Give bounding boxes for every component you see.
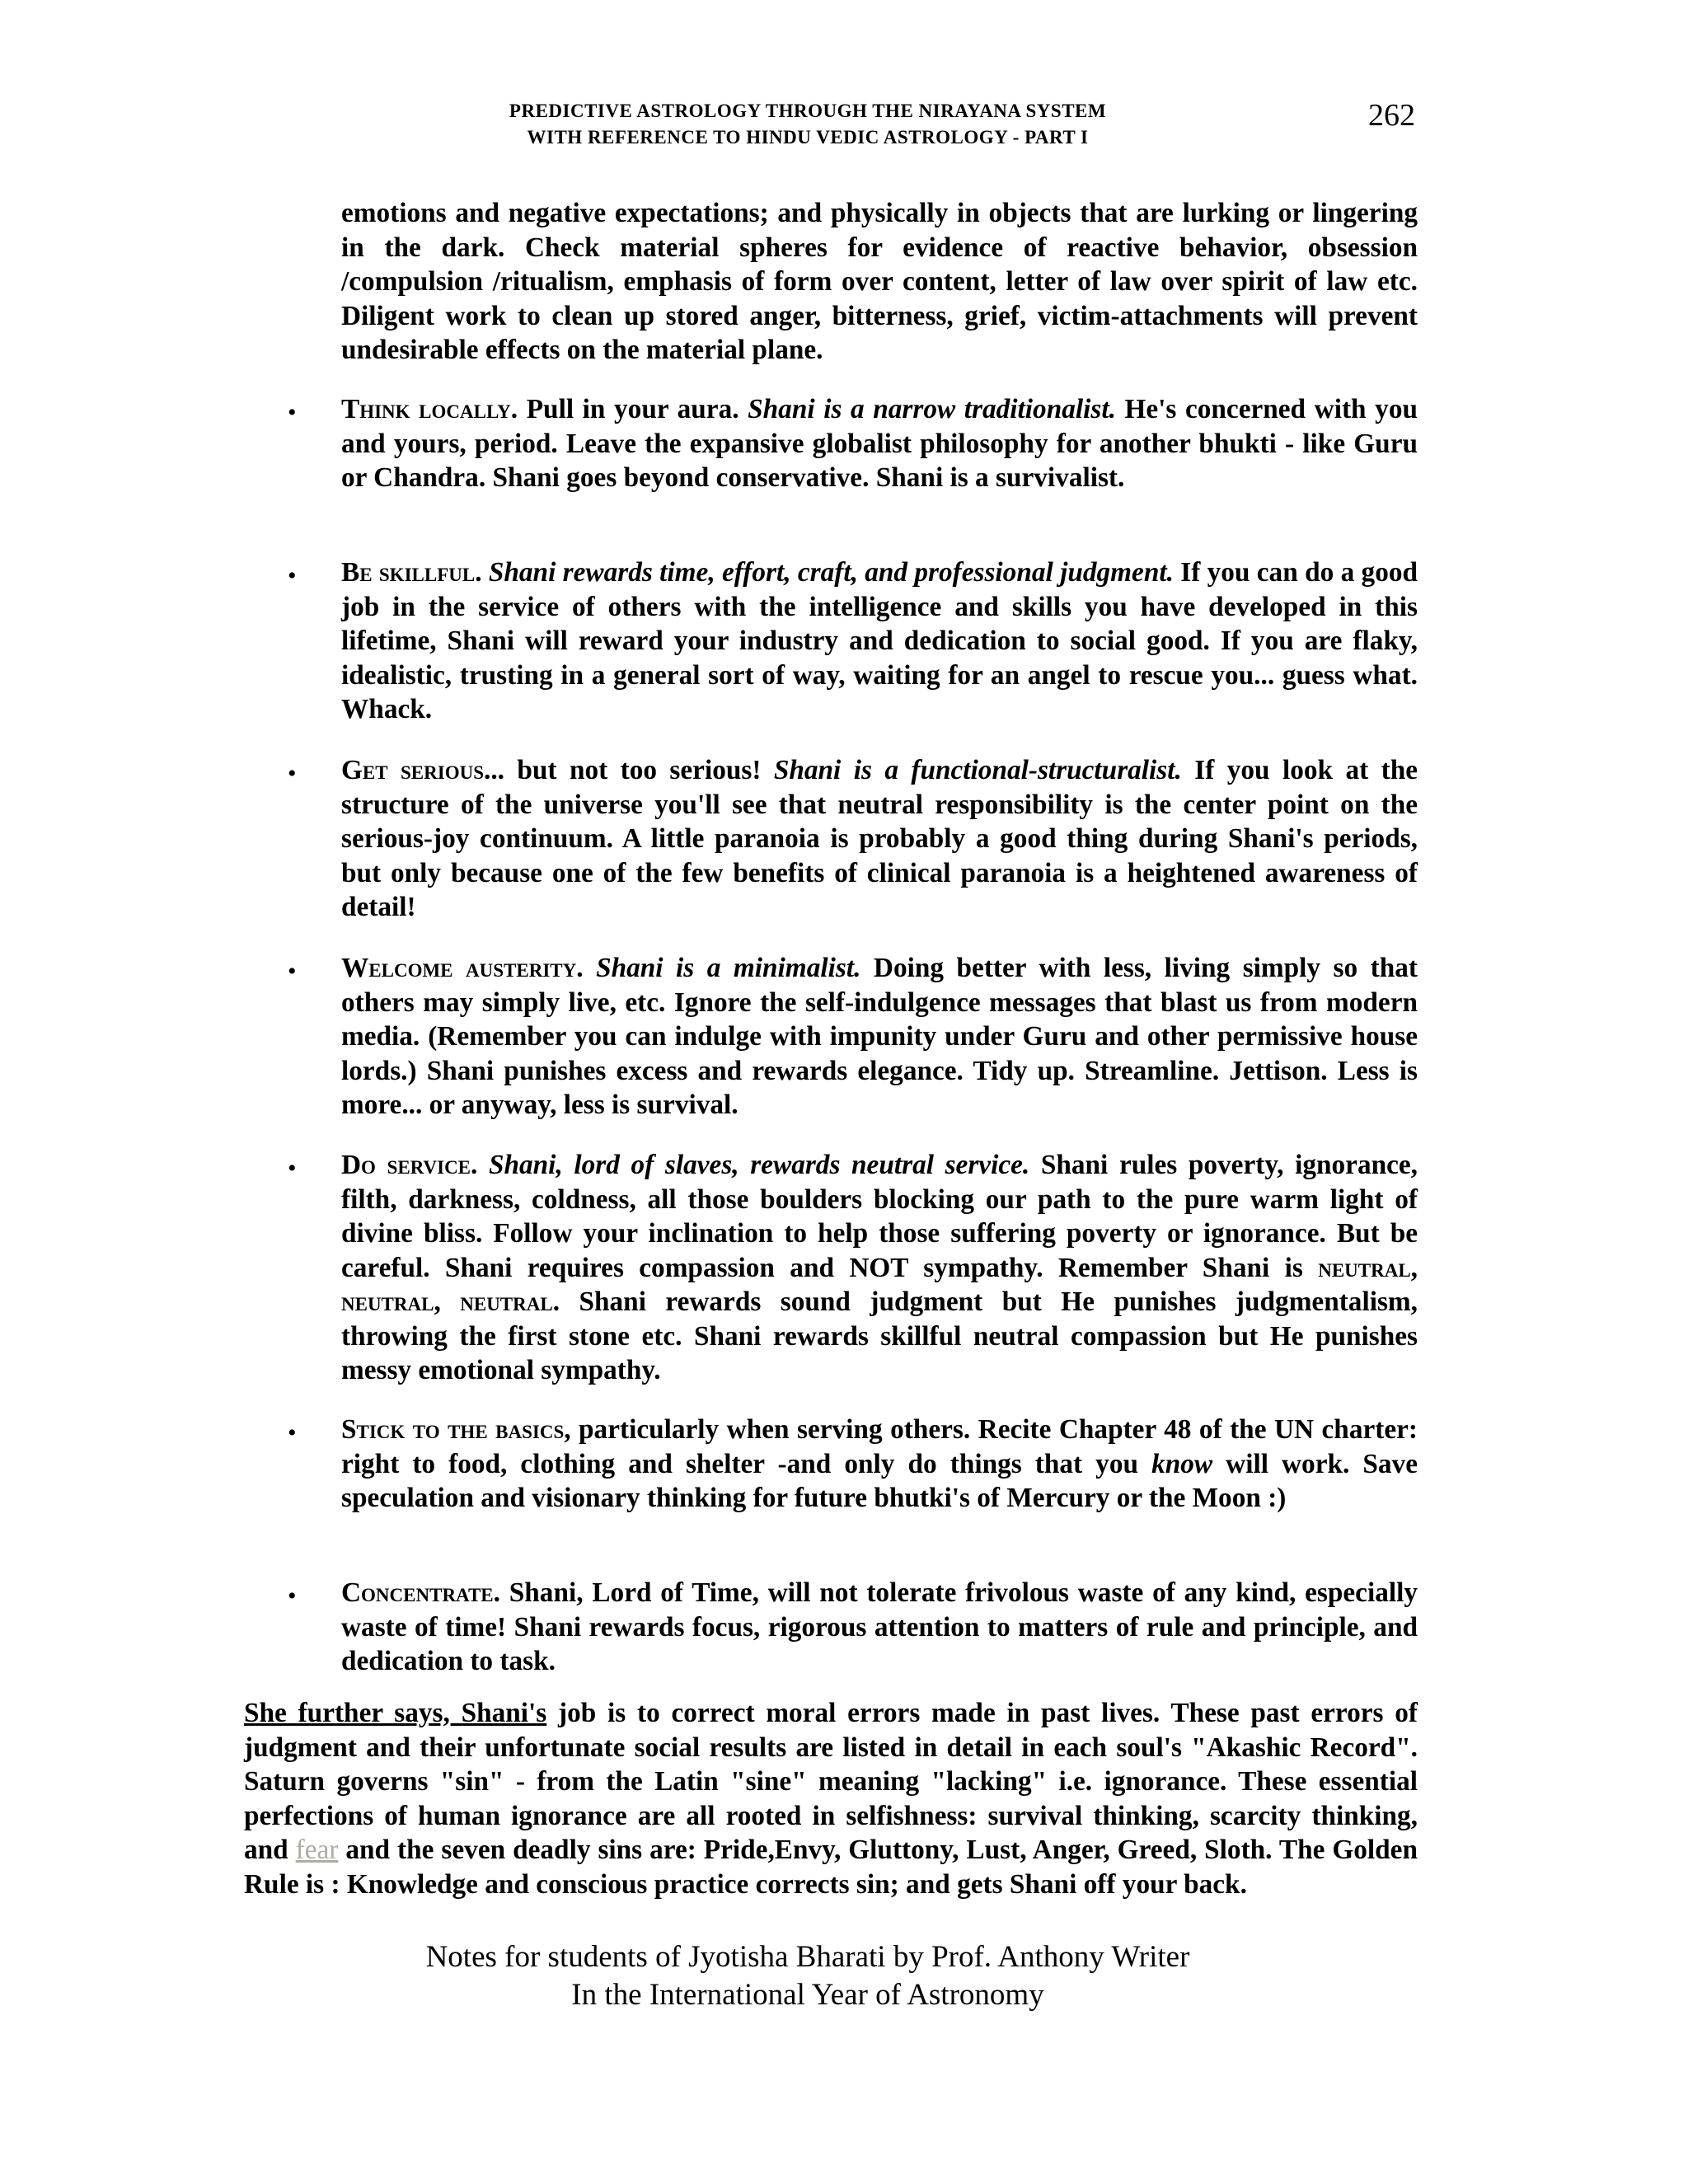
bullet-text: Shani rules poverty, ignorance, filth, darkness, coldness, all those boulders blocking our path to the pure warm light of divine bliss. Follow your inclination to help those suffering poverty or ignorance. But be careful. Shani requires compassion and NOT sympathy. Remember Shani is <box>341 1150 1418 1283</box>
bullet-italic: Shani rewards time, effort, craft, and professional judgment. <box>488 557 1174 588</box>
bullet-italic: Shani is a minimalist. <box>596 953 861 983</box>
bullet-lead: Shani, Lord of Time, will not tolerate frivolous waste of any kind, especially waste of time! Shani rewards focus, rigorous attention to matters of rule and principle, and dedication to task. <box>341 1577 1418 1676</box>
footer-line-2: In the International Year of Astronomy <box>571 1978 1044 2012</box>
bullet-lead <box>584 953 597 983</box>
bullet-marker: • <box>288 1582 297 1610</box>
bullet-lead: , particularly when serving others. Recite Chapter 48 of the UN charter: right to food, clothing and shelter -and only do things that you <box>341 1414 1418 1479</box>
bullet-item-concentrate <box>341 1576 1418 1679</box>
bullet-text: Doing better with less, living simply so that others may simply live, etc. Ignore the self-indulgence messages that blast us from modern media. (Remember you can indulge with impunity under Guru and other permissive house lords.) Shani punishes excess and rewards elegance. Tidy up. Streamline. Jettison. Less is more... or anyway, less is survival. <box>341 953 1418 1120</box>
bullet-italic: Shani, lord of slaves, rewards neutral service. <box>488 1150 1030 1180</box>
bullet-text: If you look at the structure of the universe you'll see that neutral responsibility is the center point on the serious-joy continuum. A little paranoia is probably a good thing during Shani's periods, but only because one of the few benefits of clinical paranoia is a heightened awareness of detail! <box>341 755 1418 922</box>
closing-text-2: and the seven deadly sins are: Pride,Envy, Gluttony, Lust, Anger, Greed, Sloth. The Golden Rule is : Knowledge and conscious practice corrects sin; and gets Shani off your back. <box>244 1835 1418 1900</box>
bullet-item-be-skillful <box>341 555 1418 727</box>
bullet-text: If you can do a good job in the service of others with the intelligence and skills you have developed in this lifetime, Shani will reward your industry and dedication to social good. If you are flaky, idealistic, trusting in a general sort of way, waiting for an angel to rescue you... guess what. Whack. <box>341 557 1418 724</box>
bullet-marker: • <box>288 399 297 426</box>
bullet-text-2: Shani rewards sound judgment but He punishes judgmentalism, throwing the first stone etc. Shani rewards skillful neutral compassion but He punishes messy emotional sympathy. <box>341 1286 1418 1385</box>
bullet-italic: Shani is a narrow traditionalist. <box>748 394 1116 424</box>
bullet-lead <box>482 557 489 588</box>
bullet-heading: Concentrate. <box>341 1577 500 1608</box>
bullet-italic: know <box>1151 1448 1213 1479</box>
bullet-neutral: neutral, neutral, neutral. <box>341 1252 1418 1317</box>
page-number: 262 <box>1368 98 1415 133</box>
bullet-italic: Shani is a functional-structuralist. <box>773 755 1182 785</box>
bullet-heading: Get serious <box>341 755 484 785</box>
bullet-item-welcome-austerity <box>341 951 1418 1122</box>
bullet-heading: Stick to the basics <box>341 1414 565 1445</box>
bullet-heading: Be skillful. <box>341 557 482 588</box>
bullet-marker: • <box>288 1155 297 1182</box>
bullet-heading: Think locally. <box>341 394 518 424</box>
closing-underlined: She further says, Shani's <box>244 1698 547 1728</box>
running-header-line-1: PREDICTIVE ASTROLOGY THROUGH THE NIRAYANA SYSTEM <box>509 101 1107 121</box>
intro-paragraph: emotions and negative expectations; and physically in objects that are lurking or lingering in the dark. Check material spheres for evidence of reactive behavior, obsession /compulsion /ritualism, emphasis of form over content, letter of law over spirit of law etc. Diligent work to clean up stored anger, bitterness, grief, victim-attachments will prevent undesirable effects on the material plane. <box>341 198 1418 365</box>
bullet-marker: • <box>288 958 297 985</box>
bullet-lead: Pull in your aura. <box>518 394 748 424</box>
bullet-item-think-locally <box>341 392 1418 495</box>
bullet-heading: Do service. <box>341 1150 478 1180</box>
fear-link[interactable]: fear <box>295 1835 339 1865</box>
bullet-marker: • <box>288 1419 297 1446</box>
bullet-item-get-serious <box>341 753 1418 925</box>
closing-paragraph <box>244 1696 1418 1901</box>
footer-line-1: Notes for students of Jyotisha Bharati by Prof. Anthony Writer <box>425 1940 1190 1974</box>
bullet-marker: • <box>288 760 297 787</box>
bullet-text: will work. Save speculation and visionary thinking for future bhutki's of Mercury or the Moon :) <box>341 1448 1418 1513</box>
bullet-item-stick-to-basics <box>341 1413 1418 1516</box>
bullet-lead: ... but not too serious! <box>484 755 774 785</box>
bullet-marker: • <box>288 562 297 589</box>
closing-text-1: job is to correct moral errors made in past lives. These past errors of judgment and their unfortunate social results are listed in detail in each soul's "Akashic Record". Saturn governs "sin" - from the Latin "sine" meaning "lacking" i.e. ignorance. These essential perfections of human ignorance are all rooted in selfishness: survival thinking, scarcity thinking, and <box>244 1698 1418 1865</box>
bullet-heading: Welcome austerity. <box>341 953 584 983</box>
bullet-lead <box>477 1150 489 1180</box>
running-header-line-2: WITH REFERENCE TO HINDU VEDIC ASTROLOGY - PART I <box>527 127 1089 148</box>
bullet-item-do-service <box>341 1148 1418 1388</box>
bullet-text: He's concerned with you and yours, period. Leave the expansive globalist philosophy for another bhukti - like Guru or Chandra. Shani goes beyond conservative. Shani is a survivalist. <box>341 394 1418 493</box>
